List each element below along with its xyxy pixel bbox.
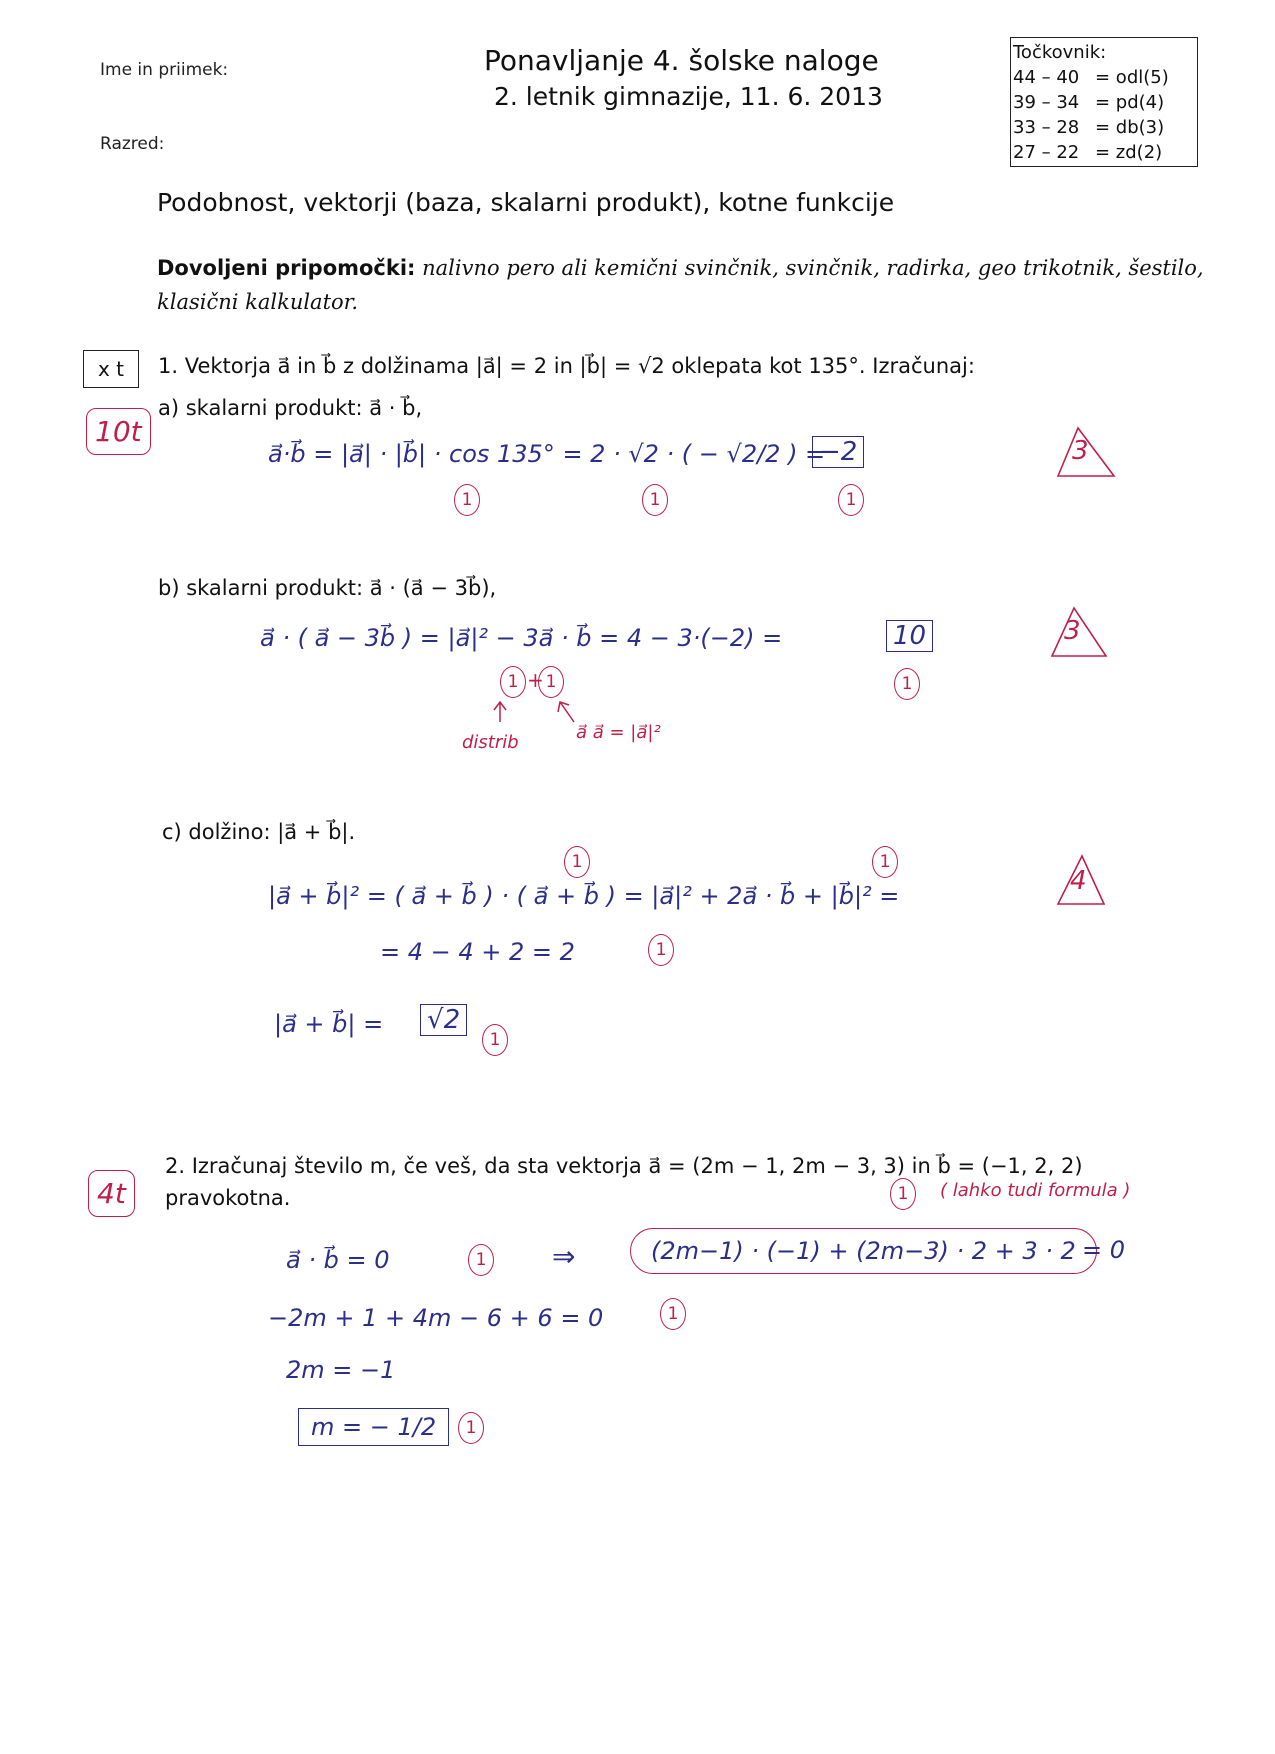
task1c-work2: = 4 − 4 + 2 = 2: [380, 938, 575, 966]
allowed-tools-2: klasični kalkulator.: [157, 290, 359, 314]
task2-work2: −2m + 1 + 4m − 6 + 6 = 0: [268, 1304, 604, 1332]
task1a-result: −2: [812, 436, 864, 468]
task2-score: 4t: [88, 1170, 135, 1217]
point-mark: 1: [642, 484, 668, 516]
point-mark: 1: [894, 668, 920, 700]
arrow-mark: [494, 702, 506, 722]
point-mark: 1: [838, 484, 864, 516]
class-label: Razred:: [100, 134, 165, 154]
task1a-work: a⃗·b⃗ = |a⃗| · |b⃗| · cos 135° = 2 · √2 · ( − √2/2 ) =: [268, 440, 826, 468]
point-mark: 1: [564, 846, 590, 878]
task2-work3: 2m = −1: [286, 1356, 396, 1384]
point-mark: 1: [648, 934, 674, 966]
task2-result: m = − 1/2: [298, 1408, 449, 1446]
point-mark: 1: [538, 666, 564, 698]
task1-score: 10t: [86, 408, 151, 455]
grading-row: 27 – 22 = zd(2): [1013, 142, 1163, 163]
point-mark: 1: [872, 846, 898, 878]
task2-work1c: = 0: [1082, 1236, 1126, 1264]
allowed-tools: Dovoljeni pripomočki: nalivno pero ali kemični svinčnik, svinčnik, radirka, geo trikotnik, šestilo,: [157, 256, 1204, 280]
task1b-plus: +: [527, 668, 544, 692]
point-mark: 1: [458, 1412, 484, 1444]
task1b-result: 10: [886, 620, 933, 652]
page-subtitle: 2. letnik gimnazije, 11. 6. 2013: [494, 82, 883, 111]
grading-row: 44 – 40 = odl(5): [1013, 67, 1169, 88]
task1c-result: √2: [420, 1004, 467, 1036]
triangle-mark: [1058, 428, 1114, 476]
task1c-score: 4: [1070, 866, 1087, 896]
task1-statement: 1. Vektorja a⃗ in b⃗ z dolžinama |a⃗| = 2 in |b⃗| = √2 oklepata kot 135°. Izračunaj:: [158, 354, 975, 378]
point-mark: 1: [660, 1298, 686, 1330]
task1c-label: c) dolžino: |a⃗ + b⃗|.: [162, 820, 356, 844]
point-mark: 1: [890, 1178, 916, 1210]
task2-statement: 2. Izračunaj število m, če veš, da sta vektorja a⃗ = (2m − 1, 2m − 3, 3) in b⃗ = (−1, 2, 2): [165, 1154, 1083, 1178]
task2-note: ( lahko tudi formula ): [940, 1180, 1131, 1201]
task1b-work: a⃗ · ( a⃗ − 3b⃗ ) = |a⃗|² − 3a⃗ · b⃗ = 4 − 3·(−2) =: [260, 624, 783, 652]
task1b-note-distrib: distrib: [462, 732, 519, 753]
task1c-work1: |a⃗ + b⃗|² = ( a⃗ + b⃗ ) · ( a⃗ + b⃗ ) = |a⃗|² + 2a⃗ · b⃗ + |b⃗|² =: [268, 882, 900, 910]
task1b-score: 3: [1064, 616, 1081, 646]
task2-statement-2: pravokotna.: [165, 1186, 291, 1210]
grading-row: 39 – 34 = pd(4): [1013, 92, 1165, 113]
triangle-mark: [1052, 608, 1106, 656]
task1a-label: a) skalarni produkt: a⃗ · b⃗,: [158, 396, 423, 420]
task2-work1b: (2m−1) · (−1) + (2m−3) · 2 + 3 · 2: [630, 1228, 1097, 1274]
task1b-label: b) skalarni produkt: a⃗ · (a⃗ − 3b⃗),: [158, 576, 497, 600]
point-mark: 1: [500, 666, 526, 698]
task1a-score: 3: [1072, 436, 1089, 466]
point-mark: 1: [454, 484, 480, 516]
grading-row: 33 – 28 = db(3): [1013, 117, 1165, 138]
topic-line: Podobnost, vektorji (baza, skalarni produkt), kotne funkcije: [157, 188, 895, 217]
name-label: Ime in priimek:: [100, 60, 229, 80]
points-box: x t: [83, 350, 139, 388]
triangle-mark: [1058, 856, 1104, 904]
task1c-work3: |a⃗ + b⃗| =: [274, 1010, 384, 1038]
grading-title: Točkovnik:: [1013, 42, 1107, 63]
implies-arrow: ⇒: [552, 1240, 576, 1273]
point-mark: 1: [468, 1244, 494, 1276]
task1b-note-square: a⃗ a⃗ = |a⃗|²: [576, 722, 661, 743]
arrow-mark: [558, 702, 574, 722]
page-title: Ponavljanje 4. šolske naloge: [484, 44, 879, 77]
point-mark: 1: [482, 1024, 508, 1056]
task2-work1: a⃗ · b⃗ = 0: [286, 1246, 390, 1274]
